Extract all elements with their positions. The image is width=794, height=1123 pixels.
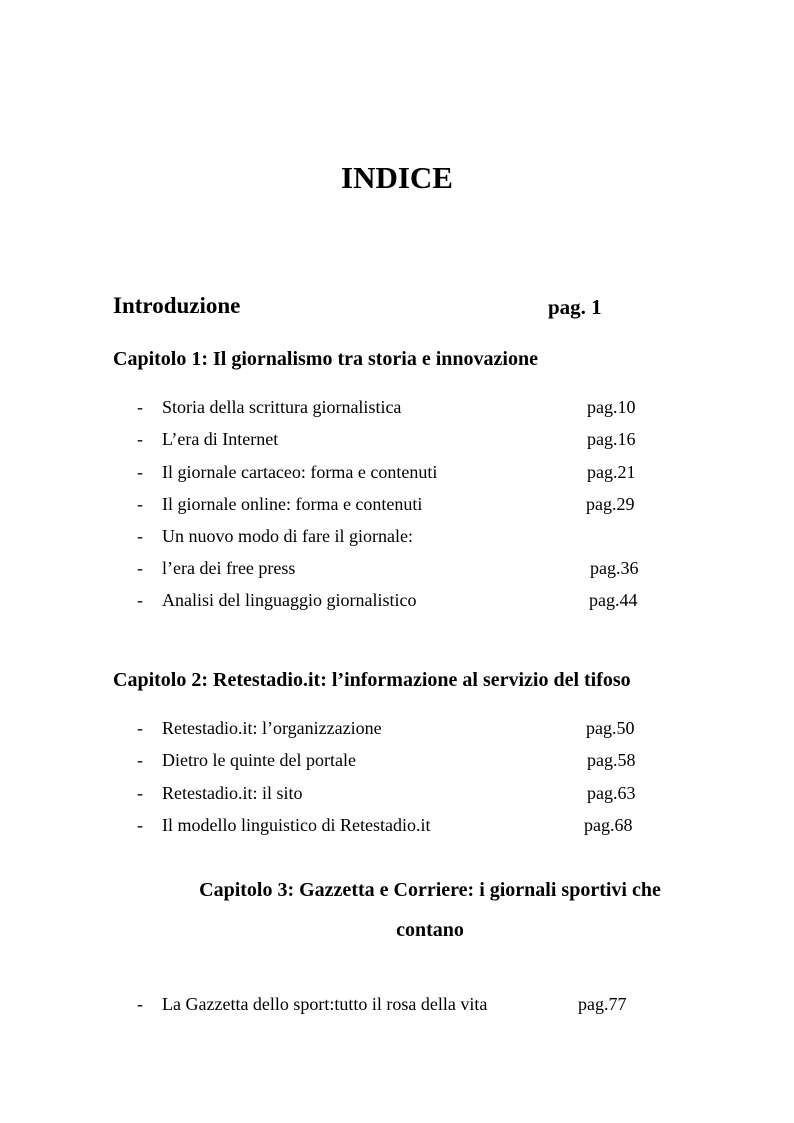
entry-page: pag.50 [586,718,635,738]
chapter-3-title-line-2: contano [396,919,464,941]
toc-entry [0,556,794,580]
entry-label: La Gazzetta dello sport:tutto il rosa della vita [162,994,488,1014]
toc-entry [0,492,794,516]
toc-entry [0,588,794,612]
introduction-label: Introduzione [113,293,241,318]
entry-bullet: - [137,397,143,417]
entry-label: L’era di Internet [162,429,279,449]
toc-entry [0,395,794,419]
entry-bullet: - [137,750,143,770]
page-title: INDICE [341,160,453,195]
entry-page: pag.16 [587,429,636,449]
entry-bullet: - [137,462,143,482]
entry-bullet: - [137,494,143,514]
toc-entry [0,716,794,740]
chapter-3-title [0,870,794,950]
entry-page: pag.63 [587,783,636,803]
entry-label: Il giornale online: forma e contenuti [162,494,423,514]
entry-bullet: - [137,783,143,803]
entry-bullet: - [137,815,143,835]
entry-label: Analisi del linguaggio giornalistico [162,590,417,610]
entry-page: pag.10 [587,397,636,417]
introduction-page: pag. 1 [548,295,602,319]
chapter-2-title: Capitolo 2: Retestadio.it: l’informazione al servizio del tifoso [113,669,631,691]
entry-label: Un nuovo modo di fare il giornale: [162,526,413,546]
chapter-3-title-line-1: Capitolo 3: Gazzetta e Corriere: i giornali sportivi che [199,879,661,901]
toc-entry [0,460,794,484]
entry-page: pag.58 [587,750,636,770]
toc-entry [0,748,794,772]
entry-page: pag.36 [590,558,639,578]
toc-entry [0,813,794,837]
entry-bullet: - [137,429,143,449]
entry-bullet: - [137,590,143,610]
chapter-1-title: Capitolo 1: Il giornalismo tra storia e innovazione [113,348,538,370]
entry-label: Retestadio.it: l’organizzazione [162,718,382,738]
entry-label: l’era dei free press [162,558,296,578]
entry-page: pag.21 [587,462,636,482]
entry-page: pag.44 [589,590,638,610]
entry-bullet: - [137,558,143,578]
entry-label: Dietro le quinte del portale [162,750,356,770]
entry-bullet: - [137,994,143,1014]
entry-bullet: - [137,718,143,738]
entry-label: Storia della scrittura giornalistica [162,397,402,417]
entry-page: pag.29 [586,494,635,514]
entry-bullet: - [137,526,143,546]
toc-entry [0,427,794,451]
toc-entry [0,992,794,1016]
entry-label: Retestadio.it: il sito [162,783,303,803]
toc-entry [0,524,794,548]
entry-page: pag.68 [584,815,633,835]
entry-page: pag.77 [578,994,627,1014]
entry-label: Il modello linguistico di Retestadio.it [162,815,431,835]
toc-entry [0,781,794,805]
entry-label: Il giornale cartaceo: forma e contenuti [162,462,438,482]
